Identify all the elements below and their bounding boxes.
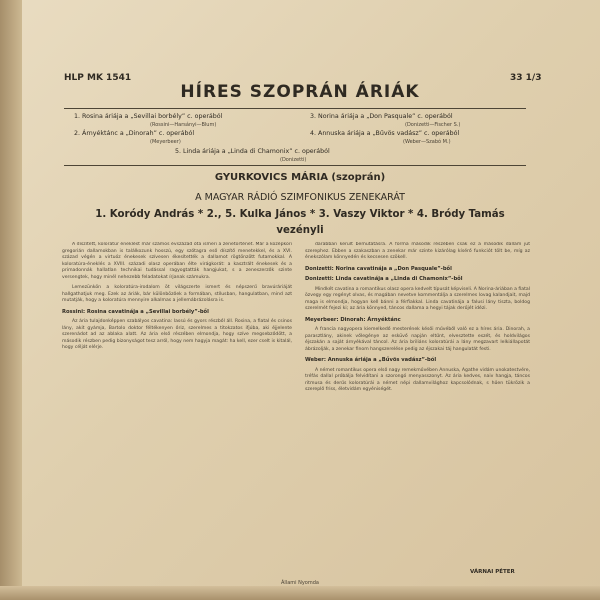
rossini-text: Az ária tulajdonképpen szabályos cavatina: lassú és gyors részből áll. Rosina, a fiatal és csinos lány, akit gyámja, Bartolo doktor féltékenyen őriz, szerelmes a titokzatos ifjúba, aki éjjelente szerenádot ad az ablaka alatt. Az ária első részében elmondja, hogy szíve megsebződött, a második részben pedig bizonyságot tesz arról, hogy nem hagyja magát: ha kell, ezer cselt is kitalál, hogy célját elérje. [62, 319, 292, 350]
tracks-rule [64, 165, 526, 166]
album-title: HÍRES SZOPRÁN ÁRIÁK [180, 82, 420, 102]
left-section-2: Lemezünkön a koloratúra-irodalom öt világszerte ismert és népszerű bravúráriáját hallgathatjuk meg. Ezek az áriák, bár különbözőek a formában, stílusban, hangulatban, mind azt mutatják, hogy a koloratúra mennyire alkalmas a jellemábrázolásra is. [62, 285, 292, 303]
linda-text: Mindkét cavatina a romantikus olasz opera kedvelt típusát képviseli. A Norina-áriában a fiatal özvegy egy regényt olvas, és magában nevetve kommentálja a szerelmes lovag kalandjait, majd maga is elmondja, hogyan kell bánni a férfiakkal. Linda cavatinája a falusi lány tiszta, boldog szerelmét fejezi ki; az ária könnyed, táncos dallama a hegyi tájak derűjét idézi. [305, 286, 530, 311]
left-intro: A díszített, koloratúr éneklést már számos évszázad óta ismeri a zenetörténet. Már a középkori gregorián dallamokban is találkozunk hosszú, egy szótagra eső díszítő menetekkel, és a XVI. század végén a virtuóz énekesek szívesen ékesítették a dallamot rögtönzött futamokkal. A koloratúra-éneklés a XVIII. századi olasz operában élte virágkorát: a kasztrált énekesek és a primadonnák hallatlan technikai tudással ragyogtatták hangjukat, s a zeneszerzők szinte versengtek, hogy minél nehezebb feladatokat írjanak számukra. [62, 242, 292, 280]
track-1: 1. Rosina áriája a „Sevillai borbély” c. operából [74, 113, 223, 120]
weber-heading: Weber: Annuska áriája a „Bűvös vadász”-ból [305, 357, 437, 363]
printer-credit: Állami Nyomda [281, 580, 319, 586]
track-3: 3. Norina áriája a „Don Pasquale” c. operából [310, 113, 453, 120]
track-3-credit: (Donizetti—Fischer S.) [405, 122, 461, 128]
conducts-label: vezényli [276, 225, 324, 236]
sleeve-bottom-edge [0, 586, 600, 600]
liner-notes-left [62, 242, 292, 580]
linda-heading: Donizetti: Linda cavatinája a „Linda di Chamonix”-ből [305, 276, 463, 282]
right-top-text: darabban került bemutatásra. A forma második részében csak ez a második dallam jut szerephez. Ebben a szakaszban a zenekar már szinte kizárólag kísérő funkciót tölt be, míg az énekszólam könnyedén és kecsesen szökell. [305, 242, 530, 260]
catalog-number: HLP MK 1541 [64, 73, 132, 83]
track-5-credit: (Donizetti) [280, 157, 307, 163]
track-1-credit: (Rossini—Harsányi—Blum) [150, 122, 217, 128]
track-2-credit: (Meyerbeer) [150, 139, 181, 145]
don-pasquale-heading: Donizetti: Norina cavatinája a „Don Pasquale”-ből [305, 265, 452, 272]
conductors: 1. Koródy András * 2., 5. Kulka János * 3. Vaszy Viktor * 4. Bródy Tamás [95, 209, 505, 220]
title-rule [64, 108, 526, 109]
meyerbeer-heading: Meyerbeer: Dinorah: Árnyéktánc [305, 316, 401, 323]
rossini-heading: Rossini: Rosina cavatinája a „Sevillai borbély”-ből [62, 308, 209, 315]
weber-text: A német romantikus opera első nagy remekművében Annuska, Agathe vidám unokatestvére, tréfás dallal próbálja felvidítani a szorongó menyasszonyt. Az ária kedves, naiv hangja, táncos ritmusa és derűs koloratúrái a német népi dallamvilághoz kapcsolódnak, s hűen tükrözik a szereplő friss, életvidám egyéniségét. [305, 367, 530, 392]
track-5: 5. Linda áriája a „Linda di Chamonix” c. operából [175, 148, 330, 155]
track-2: 2. Árnyéktánc a „Dinorah” c. operából [74, 130, 195, 137]
speed-label: 33 1/3 [510, 73, 542, 83]
performer: GYURKOVICS MÁRIA (szoprán) [214, 172, 386, 183]
orchestra: A MAGYAR RÁDIÓ SZIMFONIKUS ZENEKARÁT [195, 192, 405, 203]
author-signature: VÁRNAI PÉTER [470, 569, 515, 575]
track-4: 4. Annuska áriája a „Bűvös vadász” c. operából [310, 130, 460, 137]
liner-notes-right [305, 242, 530, 572]
meyerbeer-text: A francia nagyopera kiemelkedő mesterének késői művéből való ez a híres ária. Dinorah, a parasztlány, akinek vőlegénye az esküvő napján eltűnt, elvesztette eszét, és holdvilágos éjszakán a saját árnyékával táncol. Az ária briliáns koloratúrái a lány megzavart lelkiállapotát ábrázolják, a zenekar finom hangszerelése pedig az éjszakai táj hangulatát festi. [305, 327, 530, 352]
track-4-credit: (Weber—Szabó M.) [403, 139, 451, 145]
